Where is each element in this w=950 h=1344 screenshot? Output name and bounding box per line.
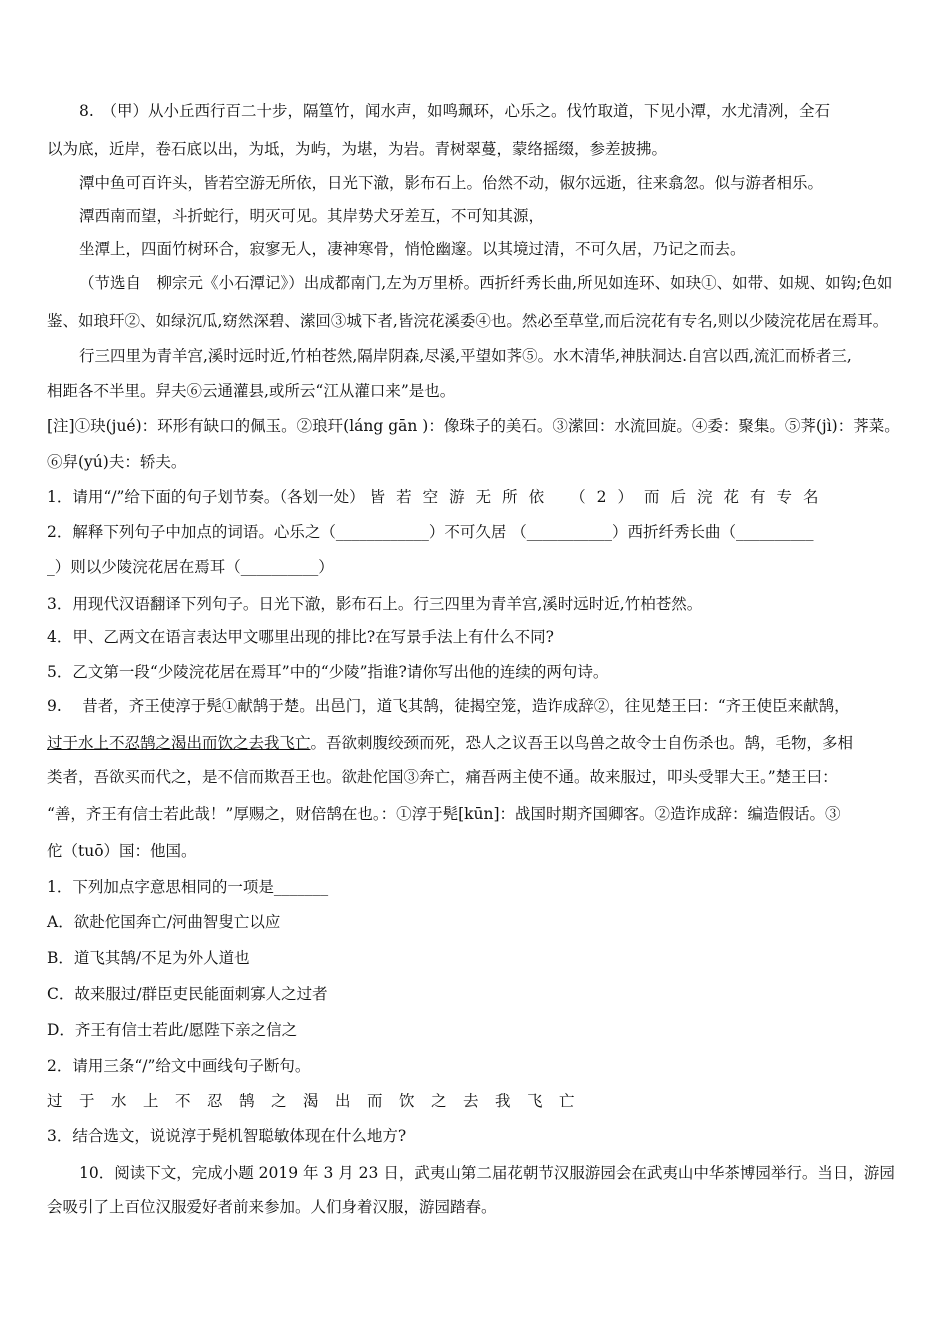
q8-line-8: 行三四里为青羊宫,溪时远时近,竹柏苍然,隔岸阴森,尽溪,平望如荠⑤。水木清华,神肤洞达.自宫以西,流汇而桥者三, xyxy=(79,347,852,365)
q8-question-4: 4．甲、乙两文在语言表达甲文哪里出现的排比?在写景手法上有什么不同? xyxy=(47,628,554,646)
q10-line-1: 10．阅读下文，完成小题 2019 年 3 月 23 日，武夷山第二届花朝节汉服游园会在武夷山中华茶博园举行。当日，游园 xyxy=(79,1164,895,1182)
q8-line-9: 相距各不半里。舁夫⑥云通灌县,或所云“江从灌口来”是也。 xyxy=(47,382,456,400)
q8-line-3: 潭中鱼可百许头，皆若空游无所依，日光下澈，影布石上。佁然不动，俶尔远逝，往来翕忽。似与游者相乐。 xyxy=(79,174,824,192)
q8-question-2a: 2．解释下列句子中加点的词语。心乐之（____________）不可久居 （___________）西折纤秀长曲（__________ xyxy=(47,523,814,541)
q8-question-1-sentence-1: 皆若空游无所依 xyxy=(369,488,556,506)
q9-line-5: 佗（tuō）国：他国。 xyxy=(47,842,197,860)
q9-option-b: B．道飞其鹄/不足为外人道也 xyxy=(47,949,250,967)
q9-underlined-sentence: 过于水上不忍鹄之渴出而饮之去我飞亡 xyxy=(47,734,311,752)
q8-question-1-sentence-2: （2）而后浣花有专名 xyxy=(570,488,830,506)
q9-line-1: 9. 昔者，齐王使淳于髡①献鹄于楚。出邑门，道飞其鹄，徒揭空笼，造诈成辞②，往见楚王曰：“齐王使臣来献鹄， xyxy=(47,697,850,715)
q9-option-a: A．欲赴佗国奔亡/河曲智叟亡以应 xyxy=(47,913,281,931)
q8-line-6: （节选自 柳宗元《小石潭记》）出成都南门,左为万里桥。西折纤秀长曲,所见如连环、如玦①、如带、如规、如钩;色如 xyxy=(79,274,893,292)
q9-line-3: 类者，吾欲买而代之，是不信而欺吾王也。欲赴佗国③奔亡，痛吾两主使不通。故来服过，叩头受罪大王。”楚王曰： xyxy=(47,768,838,786)
q8-line-7: 鉴、如琅玕②、如绿沉瓜,窈然深碧、潆回③城下者,皆浣花溪委④也。然必至草堂,而后浣花有专名,则以少陵浣花居在焉耳。 xyxy=(47,312,889,330)
q8-question-1 xyxy=(47,486,829,508)
q8-note-1: [注]①玦(jué)：环形有缺口的佩玉。②琅玕(láng gān )：像珠子的美石。③潆回：水流回旋。④委：聚集。⑤荠(jì)：荠菜。 xyxy=(47,417,900,435)
q9-line-4: “善，齐王有信士若此哉！”厚赐之，财倍鹄在也。：①淳于髡[kūn]：战国时期齐国卿客。②造诈成辞：编造假话。③ xyxy=(47,805,841,823)
q8-question-1-lead: 1．请用“/”给下面的句子划节奏。（各划一处） xyxy=(47,488,365,506)
q9-line-2 xyxy=(47,732,853,754)
q8-line-5: 坐潭上，四面竹树环合，寂寥无人，凄神寒骨，悄怆幽邃。以其境过清，不可久居，乃记之而去。 xyxy=(79,240,746,258)
q9-option-c: C．故来服过/群臣吏民能面刺寡人之过者 xyxy=(47,985,328,1003)
q9-line-2-rest: 。吾欲刺腹绞颈而死，恐人之议吾王以鸟兽之故令士自伤杀也。鹄，毛物，多相 xyxy=(310,734,854,752)
q9-question-2-sentence: 过于水上不忍鹄之渴出而饮之去我飞亡 xyxy=(47,1092,592,1110)
q10-line-2: 会吸引了上百位汉服爱好者前来参加。人们身着汉服，游园踏春。 xyxy=(47,1198,497,1216)
q8-line-1: 8. （甲）从小丘西行百二十步，隔篁竹，闻水声，如鸣珮环，心乐之。伐竹取道，下见小潭，水尤清冽，全石 xyxy=(79,102,831,120)
q8-line-4: 潭西南而望，斗折蛇行，明灭可见。其岸势犬牙差互，不可知其源， xyxy=(79,207,545,225)
q8-line-2: 以为底，近岸，卷石底以出，为坻，为屿，为堪，为岩。青树翠蔓，蒙络摇缀，参差披拂。 xyxy=(47,140,668,158)
q9-question-2: 2．请用三条“/”给文中画线句子断句。 xyxy=(47,1057,311,1075)
q8-note-2: ⑥舁(yú)夫：轿夫。 xyxy=(47,453,187,471)
q8-question-2b: _）则以少陵浣花居在焉耳（__________） xyxy=(47,558,334,576)
q9-option-d: D．齐王有信士若此/愿陛下亲之信之 xyxy=(47,1021,298,1039)
q8-question-3: 3．用现代汉语翻译下列句子。日光下澈，影布石上。行三四里为青羊宫,溪时远时近,竹柏苍然。 xyxy=(47,595,703,613)
q9-question-3: 3．结合选文，说说淳于髡机智聪敏体现在什么地方? xyxy=(47,1127,407,1145)
q9-question-1: 1．下列加点字意思相同的一项是_______ xyxy=(47,878,329,896)
q8-question-5: 5．乙文第一段“少陵浣花居在焉耳”中的“少陵”指谁?请你写出他的连续的两句诗。 xyxy=(47,663,609,681)
